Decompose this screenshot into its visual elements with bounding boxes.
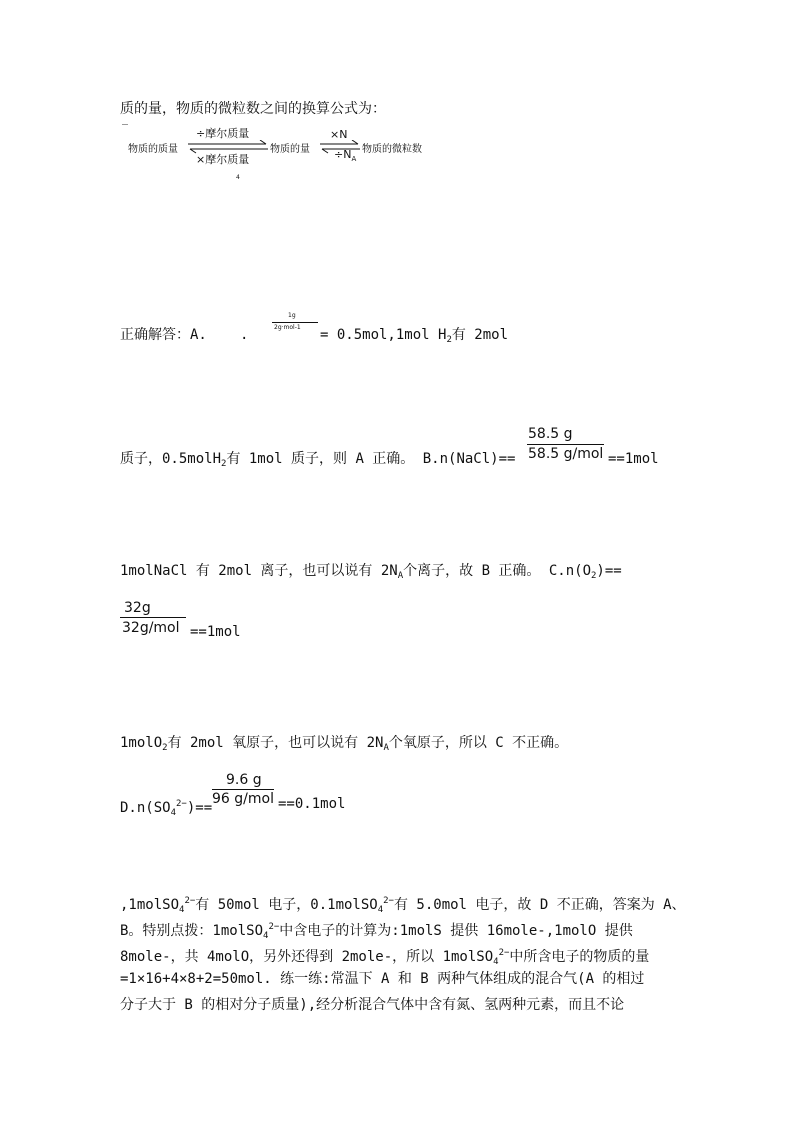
answer-a-dot: . — [240, 327, 249, 343]
double-arrow-1 — [186, 140, 270, 154]
para-line-3: 8mole-，共 4molO，另外还得到 2mole-，所以 1molSO$_4^{2-}$中所含电子的物质的量 — [120, 948, 650, 967]
line-7-result: ==0.1mol — [278, 796, 346, 812]
frac-nacl-bar — [527, 444, 604, 445]
mul-molar-mass-label: ×摩尔质量 — [196, 153, 250, 166]
frac-so4-num: 9.6 g — [226, 772, 262, 788]
frac-a-num: 1g — [288, 312, 296, 319]
frac-o2-num: 32g — [124, 600, 151, 616]
frac-o2-den: 32g/mol — [122, 620, 180, 636]
line-6-text: 1molO$_2$有 2mol 氧原子，也可以说有 $2N_A$个氧原子，所以 C 不正确。 — [120, 735, 569, 753]
double-arrow-2 — [318, 140, 362, 154]
frac-nacl-num: 58.5 g — [528, 426, 573, 442]
amount-label: 物质的量 — [270, 144, 310, 155]
frac-o2-bar — [120, 617, 186, 618]
frac-so4-bar — [212, 789, 274, 790]
answer-a-rest: = 0.5mol,1mol $H_2$有 2mol — [320, 327, 509, 345]
mul-na-label: ×N — [330, 128, 348, 141]
para-line-4: =1×16+4×8+2=50mol. 练一练:常温下 A 和 B 两种气体组成的混合气(A 的相过 — [120, 971, 645, 987]
line-3-result: ==1mol — [608, 451, 659, 467]
line-4-text: 1molNaCl 有 2mol 离子，也可以说有 $2N_A$个离子，故 B 正确。 $C.n(O_2)==$ — [120, 563, 622, 581]
line-7-text: $D.n(SO_4^{2-})==$ — [120, 799, 213, 818]
answer-a-prefix: 正确解答：A. — [120, 327, 207, 343]
para-line-2: B。特别点拨：1molSO$_4^{2-}$中含电子的计算为:1molS 提供 16mole-,1molO 提供 — [120, 922, 633, 941]
particles-label: 物质的微粒数 — [362, 144, 422, 155]
para-line-1: ,1molSO$_4^{2-}$有 50mol 电子，0.1molSO$_4^{2-}$有 5.0mol 电子，故 D 不正确，答案为 A、 — [120, 896, 686, 915]
div-molar-mass-label: ÷摩尔质量 — [196, 127, 250, 140]
mass-label: 物质的质量 — [128, 144, 178, 155]
intro-line: 质的量，物质的微粒数之间的换算公式为： — [120, 101, 386, 117]
para-line-5: 分子大于 B 的相对分子质量),经分析混合气体中含有氮、氢两种元素，而且不论 — [120, 997, 625, 1013]
line-5-result: ==1mol — [190, 624, 241, 640]
frac-so4-den: 96 g/mol — [212, 791, 274, 807]
line-3-text: 质子，0.5molH$_2$有 1mol 质子，则 A 正确。 B.n(NaCl)== — [120, 451, 516, 469]
small-mark: 4 — [236, 174, 240, 181]
div-na-label: $\div N_A$ — [334, 148, 357, 163]
frac-a-den: 2g·mol-1 — [274, 324, 301, 331]
frac-a-bar — [272, 322, 318, 323]
corner-mark — [122, 124, 128, 125]
frac-nacl-den: 58.5 g/mol — [528, 446, 604, 462]
